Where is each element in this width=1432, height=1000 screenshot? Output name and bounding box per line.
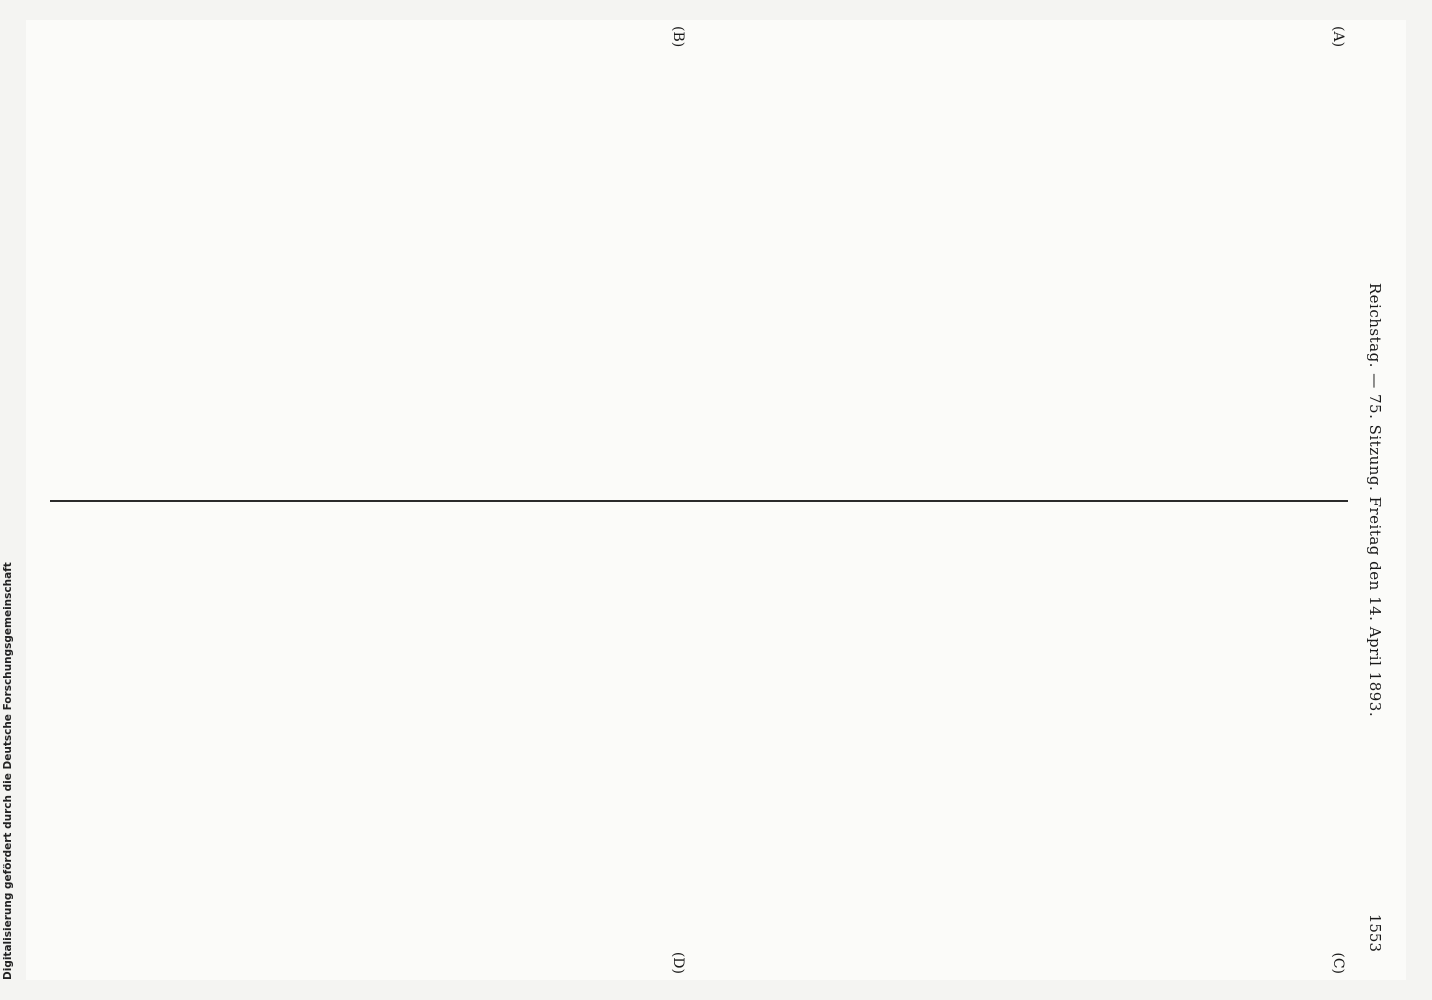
- paragraph: [1236, 522, 1252, 952]
- paragraph: [1188, 48, 1204, 478]
- paragraph: [1300, 48, 1316, 478]
- paragraph: [1316, 522, 1332, 952]
- left-text-column: [50, 48, 1348, 478]
- column-divider: [50, 500, 1348, 502]
- right-text-column: [50, 522, 1348, 952]
- margin-marker-d: (D): [670, 951, 686, 974]
- paragraph: [1220, 522, 1236, 952]
- paragraph: [1316, 48, 1332, 478]
- paragraph: [1284, 48, 1300, 478]
- paragraph: [1332, 522, 1348, 952]
- running-title: Reichstag. — 75. Sitzung. Freitag den 14. April 1893.: [1366, 282, 1384, 718]
- paragraph: [1268, 522, 1284, 952]
- margin-marker-a: (A): [1330, 26, 1346, 48]
- rotated-page: [26, 20, 1406, 980]
- paragraph: [1252, 522, 1268, 952]
- paragraph: [1268, 48, 1284, 478]
- paragraph: [1204, 48, 1220, 478]
- margin-marker-c: (C): [1330, 952, 1346, 974]
- page-number: 1553: [1366, 913, 1384, 952]
- digitization-credit: [2, 120, 22, 980]
- paragraph: [1220, 48, 1236, 478]
- paragraph: [1236, 48, 1252, 478]
- paragraph: [1300, 522, 1316, 952]
- page-header: [1360, 48, 1384, 952]
- paragraph: [1252, 48, 1268, 478]
- margin-marker-b: (B): [670, 26, 686, 48]
- credit-text: Digitalisierung gefördert durch die Deutsche Forschungsgemeinschaft: [2, 562, 14, 980]
- paragraph: [1284, 522, 1300, 952]
- paragraph: [1332, 48, 1348, 478]
